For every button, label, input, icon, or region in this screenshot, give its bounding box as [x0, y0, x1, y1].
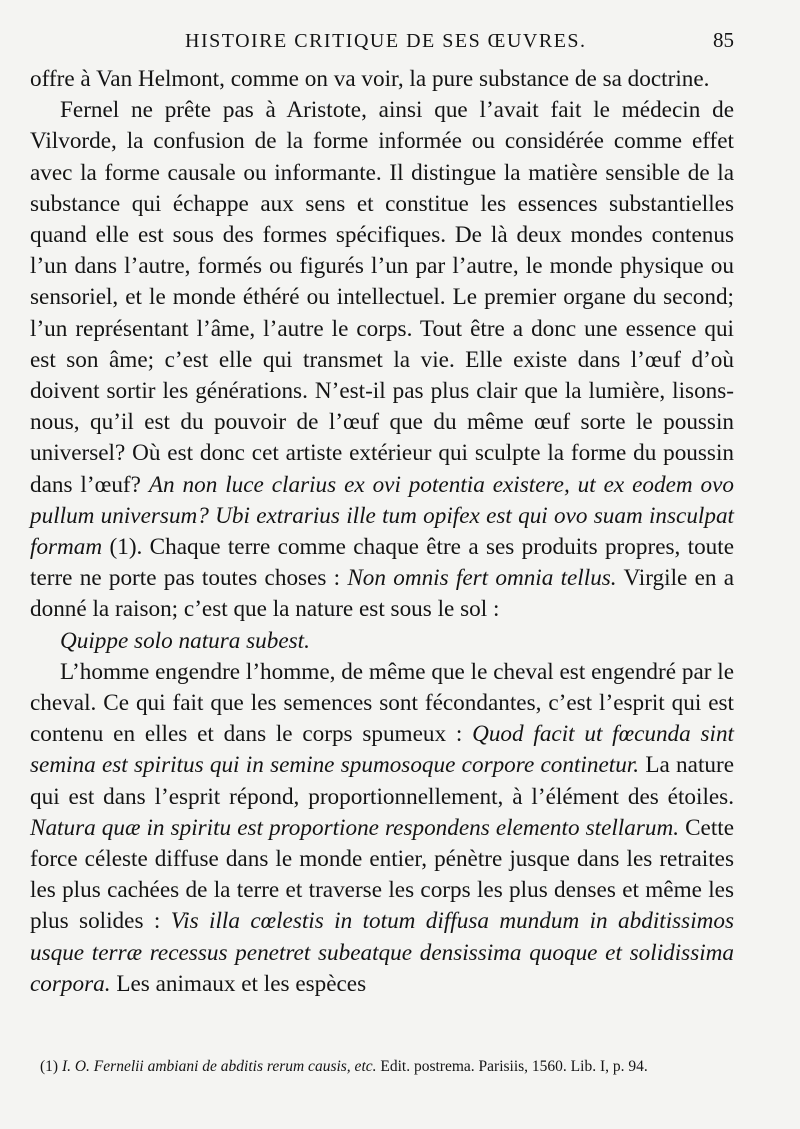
footnote-edition: Edit. postrema. Parisiis, 1560. Lib. I, p. 94.	[380, 1058, 648, 1075]
latin-quote: Quod facit ut fœcunda sint semina est spiritus qui in semine spumosoque corpore continetur.	[30, 721, 735, 779]
body-text	[30, 64, 734, 1000]
latin-quote: Natura quæ in spiritu est proportione respondens elemento stellarum.	[30, 814, 679, 841]
paragraph-text: offre à Van Helmont, comme on va voir, la pure substance de sa doctrine.	[30, 66, 710, 92]
latin-quote: Non omnis fert omnia tellus.	[347, 565, 617, 592]
paragraph-text: Virgile en a donné la raison; c’est que la nature est sous le sol :	[30, 565, 735, 623]
latin-quote: Vis illa cœlestis in totum diffusa mundum in abditissimos usque terræ recessus penetret subeatque densissima quoque et solidissima corpora.	[30, 908, 734, 997]
page-number: 85	[713, 28, 734, 52]
footnote-marker: (1)	[40, 1058, 59, 1075]
paragraph-homme	[30, 657, 734, 1000]
running-header	[185, 28, 734, 64]
paragraph-text: La nature qui est dans l’esprit répond, proportionnellement, à l’élément des étoiles.	[30, 752, 734, 810]
footnote	[40, 1056, 734, 1078]
paragraph-text: (1). Chaque terre comme chaque être a ses produits propres, toute terre ne porte pas toutes choses :	[30, 534, 735, 592]
paragraph-continuation	[30, 64, 734, 95]
latin-quote: An non luce clarius ex ovi potentia existere, ut ex eodem ovo pullum universum? Ubi extrarius ille tum opifex est qui ovo suam insculpat formam	[30, 471, 735, 561]
paragraph-fernel	[30, 95, 734, 625]
paragraph-text: Cette force céleste diffuse dans le monde entier, pénètre jusque dans les retraites les plus cachées de la terre et traverse les corps les plus denses et même les plus solides :	[30, 814, 734, 935]
verse-quote	[30, 626, 734, 657]
footnote-citation: I. O. Fernelii ambiani de abditis rerum causis, etc.	[61, 1058, 377, 1075]
paragraph-text: Fernel ne prête pas à Aristote, ainsi que l’avait fait le médecin de Vilvorde, la confusion de la forme informée ou considérée comme effet avec la forme causale ou informante. Il distingue la matière sensible de la substance qui échappe aux sens et constitue les essences substantielles quand elle est sous des formes spécifiques. De là deux mondes contenus l’un dans l’autre, formés ou figurés l’un par l’autre, le monde physique ou sensoriel, et le monde éthéré ou intellectuel. Le premier organe du second; l’un représentant l’âme, l’autre le corps. Tout être a donc une essence qui est son âme; c’est elle qui transmet la vie. Elle existe dans l’œuf d’où doivent sortir les générations. N’est-il pas plus clair que la lumière, lisons-nous, qu’il est du pouvoir de l’œuf que du même œuf sorte le poussin universel? Où est donc cet artiste extérieur qui sculpte la forme du poussin dans l’œuf?	[30, 97, 734, 498]
paragraph-text: L’homme engendre l’homme, de même que le cheval est engendré par le cheval. Ce qui fait que les semences sont fécondantes, c’est l’esprit qui est contenu en elles et dans le corps spumeux :	[30, 658, 734, 748]
latin-verse: Quippe solo natura subest.	[60, 627, 310, 654]
running-title: HISTOIRE CRITIQUE DE SES ŒUVRES.	[185, 30, 587, 52]
paragraph-text: Les animaux et les espèces	[116, 970, 367, 997]
